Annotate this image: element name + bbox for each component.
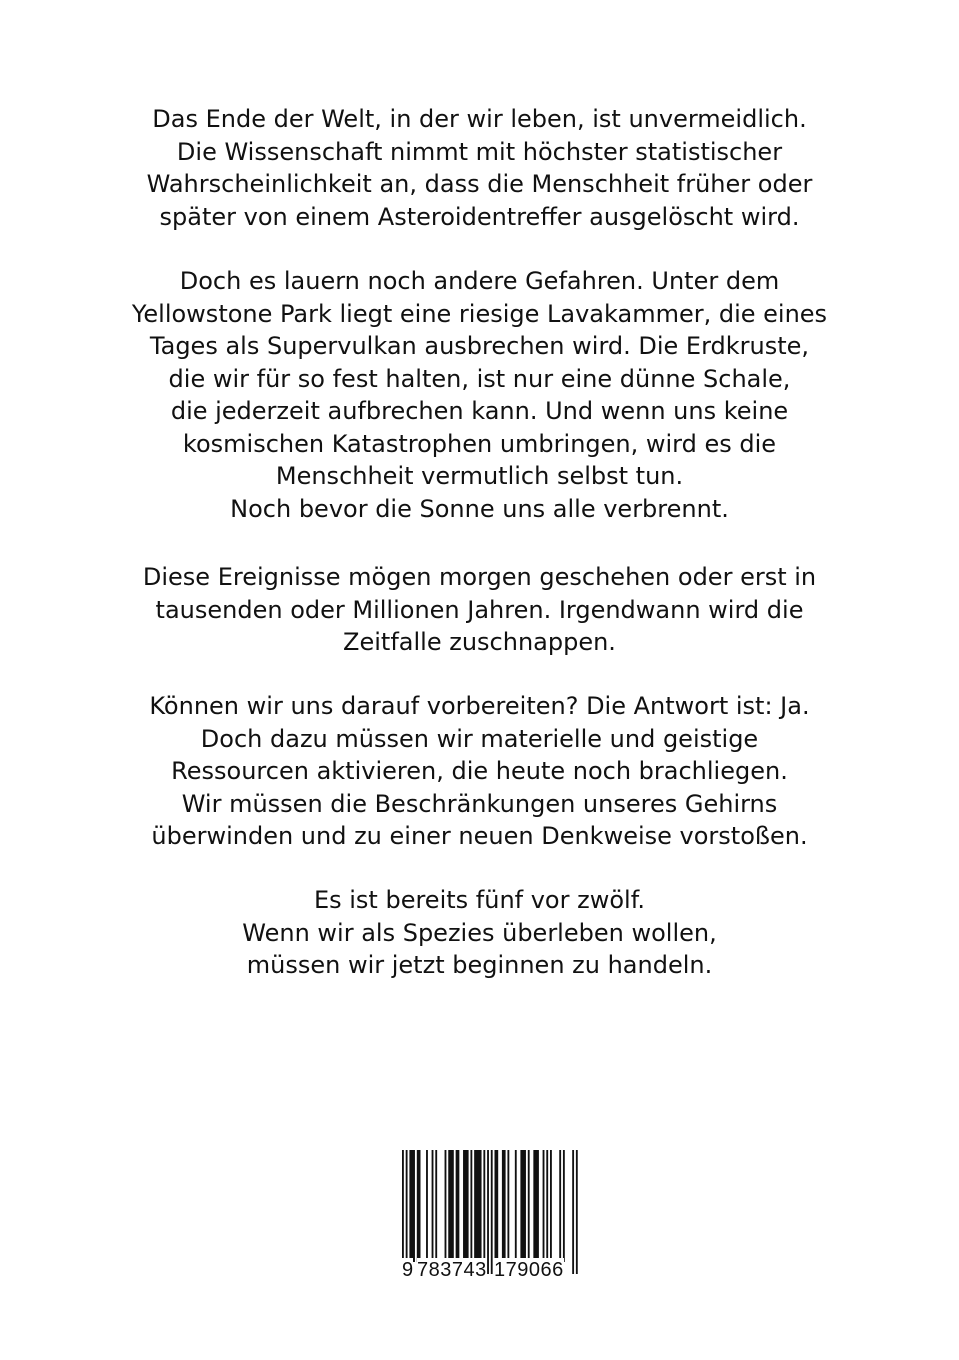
barcode-bar [417, 1150, 421, 1262]
barcode-bar [456, 1150, 460, 1262]
paragraph-5 [0, 884, 959, 982]
barcode-bar [507, 1150, 509, 1262]
text-line: Yellowstone Park liegt eine riesige Lavakammer, die eines [131, 299, 828, 328]
barcode-guard-bar [406, 1150, 408, 1274]
barcode-bar [435, 1150, 437, 1262]
barcode-bar [426, 1150, 428, 1262]
barcode-guard-bar [572, 1150, 574, 1274]
text-line: die jederzeit aufbrechen kann. Und wenn uns keine [170, 397, 789, 425]
barcode-bar [463, 1150, 469, 1262]
barcode-guard-bar [402, 1150, 404, 1274]
text-line: tausenden oder Millionen Jahren. Irgendwann wird die [155, 595, 804, 624]
barcode-bar [495, 1150, 499, 1262]
barcode-bar [483, 1150, 485, 1262]
barcode-bar [520, 1150, 526, 1262]
barcode-guard-bar [491, 1150, 493, 1274]
barcode-bar [528, 1150, 530, 1262]
barcode-bar [563, 1150, 565, 1262]
text-line: die wir für so fest halten, ist nur eine dünne Schale, [168, 364, 791, 393]
text-line: kosmischen Katastrophen umbringen, wird es die [182, 429, 777, 458]
text-line: Es ist bereits fünf vor zwölf. [313, 886, 646, 914]
text-line: Die Wissenschaft nimmt mit höchster statistischer [176, 137, 783, 166]
barcode-bar [448, 1150, 454, 1262]
text-line: Noch bevor die Sonne uns alle verbrennt. [230, 494, 729, 523]
text-line: Ressourcen aktivieren, die heute noch brachliegen. [171, 757, 788, 785]
barcode-bar [546, 1150, 548, 1262]
text-line: Tages als Supervulkan ausbrechen wird. Die Erdkruste, [149, 332, 810, 360]
barcode-first-digit: 9 [402, 1259, 414, 1281]
barcode-bar [533, 1150, 539, 1262]
barcode-bar [409, 1150, 415, 1262]
text-line: Können wir uns darauf vorbereiten? Die Antwort ist: Ja. [149, 692, 810, 720]
barcode-bar [543, 1150, 545, 1262]
barcode-bar [502, 1150, 506, 1262]
text-line: Doch dazu müssen wir materielle und geistige [200, 724, 759, 753]
paragraph-1 [0, 103, 959, 233]
barcode-bar [432, 1150, 434, 1262]
text-line: Wenn wir als Spezies überleben wollen, [242, 918, 717, 947]
paragraph-4 [0, 690, 959, 853]
text-line: Wir müssen die Beschränkungen unseres Gehirns [181, 789, 778, 818]
text-line: Das Ende der Welt, in der wir leben, ist unvermeidlich. [152, 105, 807, 133]
paragraph-3 [0, 561, 959, 659]
barcode-bar [559, 1150, 561, 1262]
text-line: überwinden und zu einer neuen Denkweise vorstoßen. [151, 822, 808, 850]
text-line: müssen wir jetzt beginnen zu handeln. [246, 951, 713, 979]
paragraph-2 [0, 265, 959, 525]
barcode-bar [515, 1150, 517, 1262]
barcode-bar [445, 1150, 447, 1262]
text-line: Wahrscheinlichkeit an, dass die Menschheit früher oder [146, 170, 813, 198]
barcode-right-group: 179066 [494, 1259, 564, 1281]
text-line: später von einem Asteroidentreffer ausgelöscht wird. [159, 202, 800, 231]
barcode-bar [550, 1150, 552, 1262]
text-line: Doch es lauern noch andere Gefahren. Unter dem [179, 267, 780, 295]
text-line: Zeitfalle zuschnappen. [343, 628, 616, 656]
barcode-guard-bar [487, 1150, 489, 1274]
barcode-guard-bar [576, 1150, 578, 1274]
text-line: Diese Ereignisse mögen morgen geschehen oder erst in [142, 563, 817, 591]
barcode-bar [474, 1150, 481, 1262]
barcode-bar [470, 1150, 472, 1262]
barcode-left-group: 783743 [417, 1259, 487, 1281]
text-line: Menschheit vermutlich selbst tun. [275, 462, 684, 490]
